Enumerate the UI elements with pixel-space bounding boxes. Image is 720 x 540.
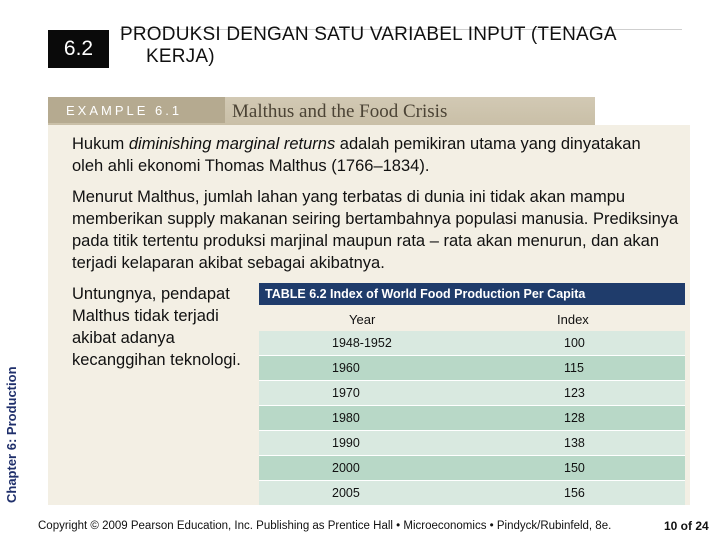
- slide-title: [120, 24, 680, 68]
- table-cell-year: 2005: [332, 486, 360, 500]
- table-row: [259, 406, 685, 431]
- table-header-index: Index: [557, 312, 589, 327]
- footer-copyright: Copyright © 2009 Pearson Education, Inc. Publishing as Prentice Hall • Microeconomics • Pindyck/Rubinfeld, 8e.: [38, 520, 612, 532]
- food-production-table: [259, 283, 685, 501]
- section-number: 6.2: [63, 37, 94, 60]
- example-title: Malthus and the Food Crisis: [232, 101, 448, 122]
- paragraph-2: Menurut Malthus, jumlah lahan yang terbatas di dunia ini tidak akan mampu memberikan supply makanan seiring bertambahnya populasi manusia. Prediksinya pada titik tertentu produksi marjinal maupun rata – rata akan menurun, dan akan terjadi kelaparan akibat sebagai akibatnya.: [72, 188, 679, 272]
- table-cell-year: 1960: [332, 361, 360, 375]
- table-cell-index: 138: [564, 436, 585, 450]
- table-cell-year: 2000: [332, 461, 360, 475]
- page-number: 10 of 24: [664, 519, 709, 533]
- section-number-badge: [48, 30, 109, 68]
- table-cell-year: 1980: [332, 411, 360, 425]
- table-cell-index: 123: [564, 386, 585, 400]
- table-cell-index: 128: [564, 411, 585, 425]
- table-cell-index: 100: [564, 336, 585, 350]
- slide-title-line2: KERJA): [146, 46, 215, 67]
- table-row: [259, 481, 685, 506]
- chapter-side-label: Chapter 6: Production: [4, 366, 19, 503]
- paragraph-1-suffix: adalah pemikiran utama yang dinyatakan oleh ahli ekonomi Thomas Malthus (1766–1834).: [72, 135, 641, 175]
- table-cell-index: 115: [564, 361, 584, 375]
- table-row: [259, 431, 685, 456]
- paragraph-3: Untungnya, pendapat Malthus tidak terjadi akibat adanya kecanggihan teknologi.: [72, 285, 241, 369]
- slide-title-line1: PRODUKSI DENGAN SATU VARIABEL INPUT (TENAGA: [120, 24, 617, 45]
- table-row: [259, 381, 685, 406]
- table-body: [259, 331, 685, 506]
- example-tag: EXAMPLE 6.1: [48, 97, 225, 123]
- paragraph-1-prefix: Hukum: [72, 135, 129, 153]
- table-caption: TABLE 6.2 Index of World Food Production Per Capita: [259, 283, 685, 305]
- table-cell-index: 156: [564, 486, 585, 500]
- table-cell-year: 1948-1952: [332, 336, 392, 350]
- table-header-row: [259, 307, 685, 329]
- table-row: [259, 331, 685, 356]
- table-cell-year: 1990: [332, 436, 360, 450]
- table-header-year: Year: [349, 312, 376, 327]
- table-row: [259, 356, 685, 381]
- paragraph-1-italic: diminishing marginal returns: [128, 135, 336, 153]
- paragraph-1: [72, 133, 672, 177]
- table-cell-index: 150: [564, 461, 585, 475]
- table-row: [259, 456, 685, 481]
- table-cell-year: 1970: [332, 386, 360, 400]
